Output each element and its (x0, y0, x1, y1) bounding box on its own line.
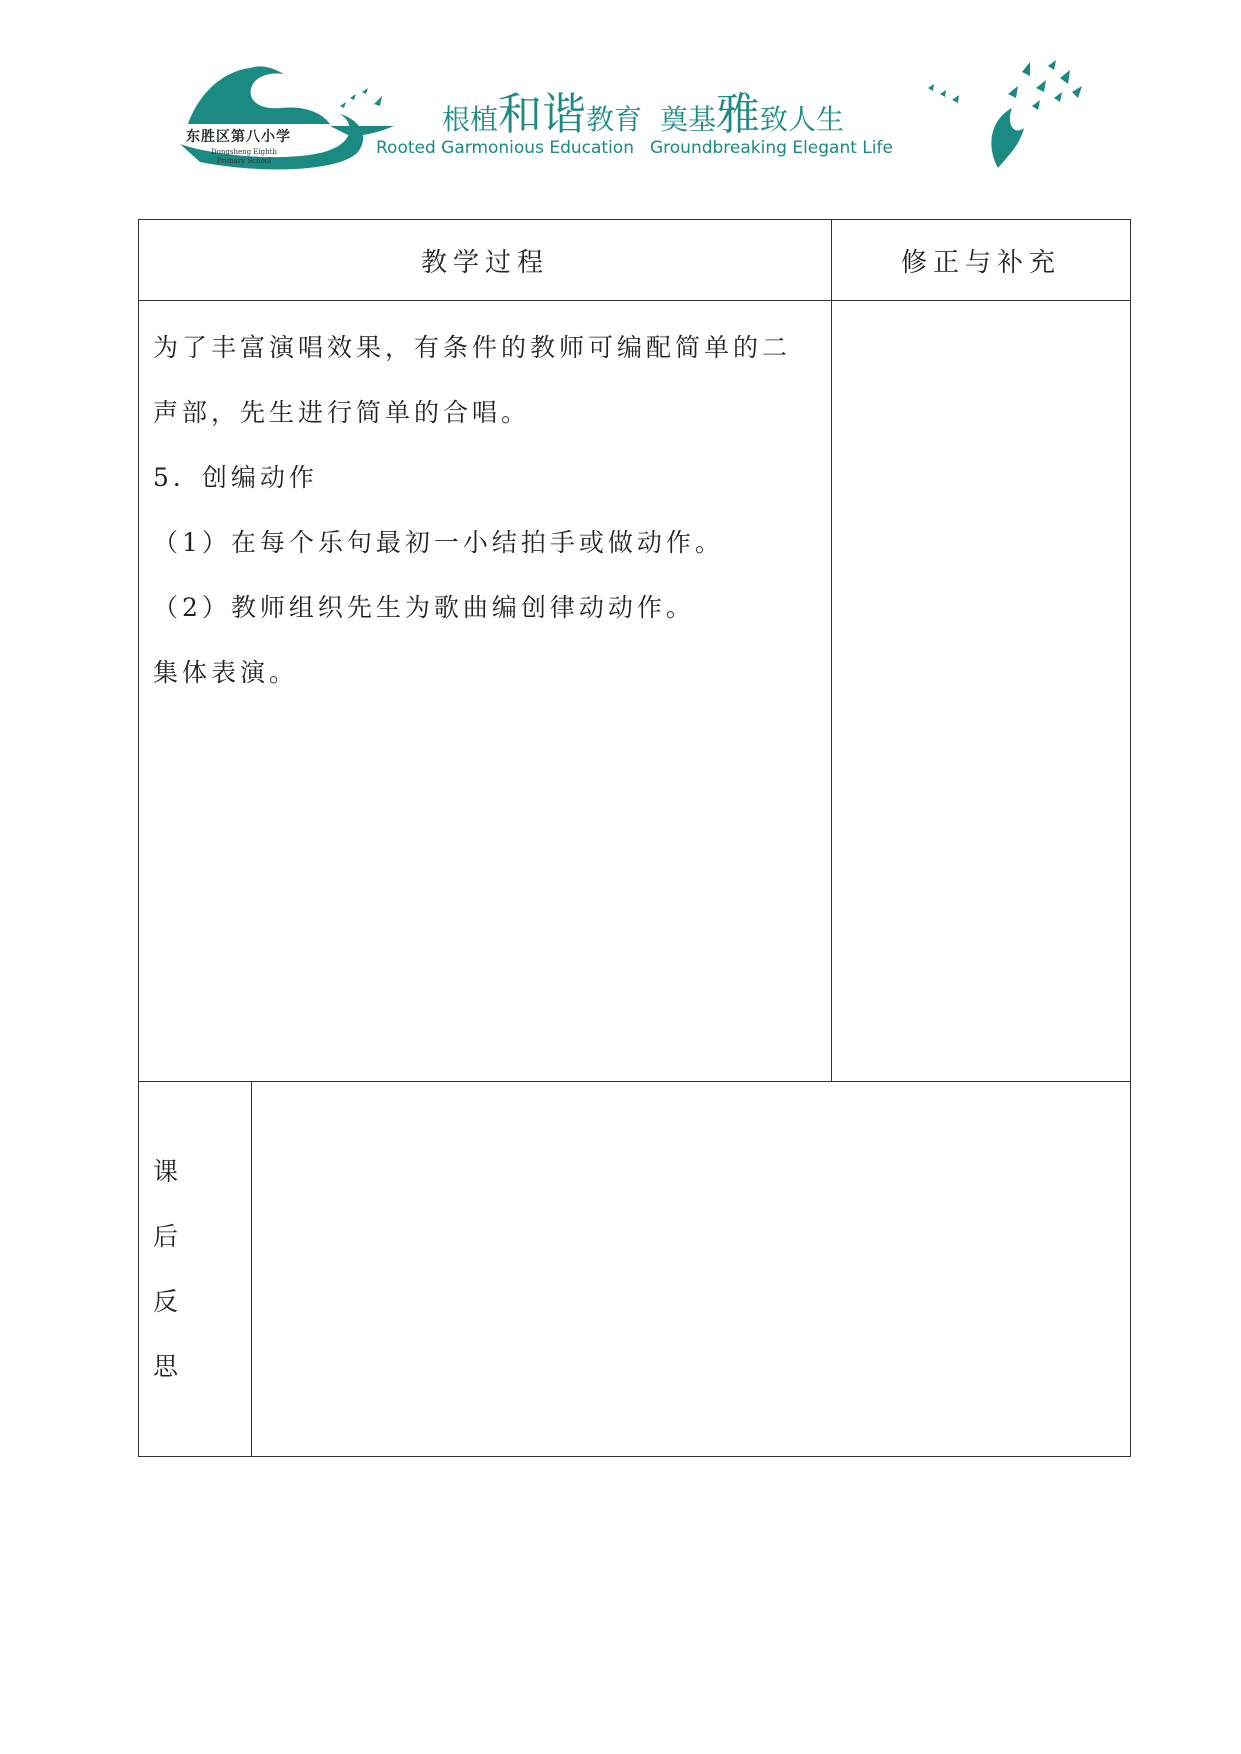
page-header (180, 58, 1100, 178)
table-body-row (139, 301, 1131, 1082)
process-line: 声部，先生进行简单的合唱。 (153, 398, 531, 427)
reflection-label-char: 课 (153, 1157, 179, 1186)
table-header-row (139, 220, 1131, 301)
process-line: （2）教师组织先生为歌曲编创律动动作。 (153, 593, 695, 622)
slogan-cn-2-big: 雅 (716, 89, 761, 140)
school-name-cn: 东胜区第八小学 (186, 129, 291, 145)
slogan-cn-1a: 根植 (442, 103, 499, 136)
slogan-en-2: Groundbreaking Elegant Life (649, 138, 893, 158)
birds-icon (928, 58, 1088, 168)
school-name-en-line-2: Primary School (216, 157, 272, 165)
reflection-label-char: 反 (153, 1287, 179, 1316)
reflection-label (139, 1082, 252, 1457)
school-name-en (204, 148, 284, 166)
process-header: 教学过程 (139, 220, 832, 301)
process-cell (139, 301, 832, 1082)
lesson-plan-table (138, 219, 1131, 1457)
slogan-cn-2b: 致人生 (760, 103, 845, 136)
slogan-cn-1-big: 和谐 (498, 89, 587, 140)
slogan-cn-2a: 奠基 (660, 103, 717, 136)
slogan-en-1: Rooted Garmonious Education (376, 138, 634, 158)
school-name-en-line-1: Dongsheng Eighth (211, 148, 277, 156)
slogan-en (376, 138, 893, 158)
slogan-cn (442, 78, 844, 142)
process-line: 为了丰富演唱效果，有条件的教师可编配简单的二 (153, 333, 792, 362)
process-line: 5．创编动作 (153, 463, 318, 492)
process-line: 集体表演。 (153, 658, 299, 687)
reflection-label-char: 思 (153, 1352, 179, 1381)
process-line: （1）在每个乐句最初一小结拍手或做动作。 (153, 528, 724, 557)
reflection-row (139, 1082, 1131, 1457)
reflection-label-char: 后 (153, 1222, 179, 1251)
slogan-cn-1b: 教育 (586, 103, 643, 136)
supplement-cell (832, 301, 1131, 1082)
supplement-header: 修正与补充 (832, 220, 1131, 301)
reflection-content-cell (252, 1082, 1131, 1457)
